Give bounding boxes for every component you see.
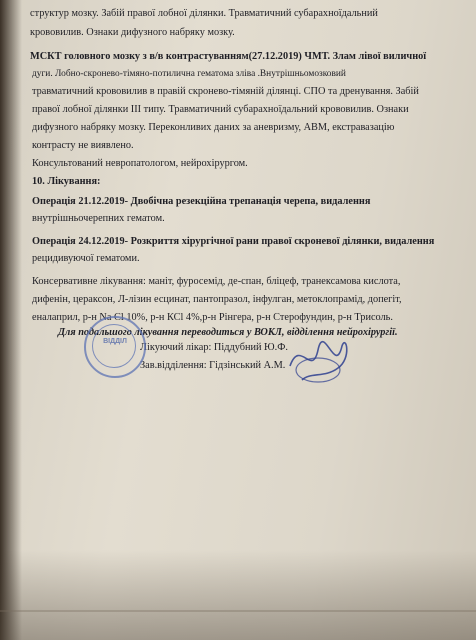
text-line: Для подальшого лікування переводиться у ВОКЛ, відділення нейрохірургії. <box>58 327 398 338</box>
text-line: структур мозку. Забій правої лобної ділянки. Травматичний субарахноїдальний <box>30 8 378 19</box>
text-line: Консервативне лікування: маніт, фуросемід, де-спан, бліцеф, транексамова кислота, <box>32 276 401 287</box>
text-line: Операція 21.12.2019- Двобічна резекційна трепанація черепа, видалення <box>32 196 371 207</box>
text-line: рецидивуючої гематоми. <box>32 253 140 264</box>
text-line: Операція 24.12.2019- Розкриття хірургічної рани правої скроневої ділянки, видалення <box>32 236 435 247</box>
head-signature-line: Зав.відділення: Гідзінський А.М. <box>140 360 286 371</box>
stamp-label: ВІДДІЛ <box>103 338 127 345</box>
text-line: дифузного набряку мозку. Переконливих даних за аневризму, АВМ, екстравазацію <box>32 122 395 133</box>
signature-icon <box>280 328 360 388</box>
section-heading: 10. Лікування: <box>32 176 101 187</box>
stamp <box>84 316 146 378</box>
text-line: МСКТ головного мозку з в/в контрастуванням(27.12.2019) ЧМТ. Злам лівої виличної <box>30 51 427 62</box>
paper-fold <box>0 610 476 612</box>
stamp-inner-ring <box>92 324 136 368</box>
text-line: Консультований невропатологом, нейрохірургом. <box>32 158 248 169</box>
text-line: дуги. Лобно-скронево-тімяно-потилична гематома зліва .Внутрішньомозковий <box>32 69 346 79</box>
text-line: травматичний крововилив в правій скронево-тімяній ділянці. СПО та дренування. Забій <box>32 86 419 97</box>
text-line: еналаприл, р-н Na Cl 10%, р-н КСl 4%,р-н Рінгера, р-н Стерофундин, р-н Трисоль. <box>32 312 393 323</box>
text-line: внутрішньочерепних гематом. <box>32 213 165 224</box>
page-shadow-bottom <box>0 550 476 640</box>
text-line: крововилив. Ознаки дифузного набряку мозку. <box>30 27 235 38</box>
text-line: правої лобної ділянки ІІІ типу. Травматичний субарахноїдальний крововилив. Ознаки <box>32 104 409 115</box>
doctor-signature-line: Лікуючий лікар: Піддубний Ю.Ф. <box>140 342 288 353</box>
text-line: дифенін, цераксон, Л-лізин есцинат, пантопразол, інфулган, метоклопрамід, допегіт, <box>32 294 402 305</box>
text-line: контрасту не виявлено. <box>32 140 134 151</box>
page-shadow <box>0 0 22 640</box>
